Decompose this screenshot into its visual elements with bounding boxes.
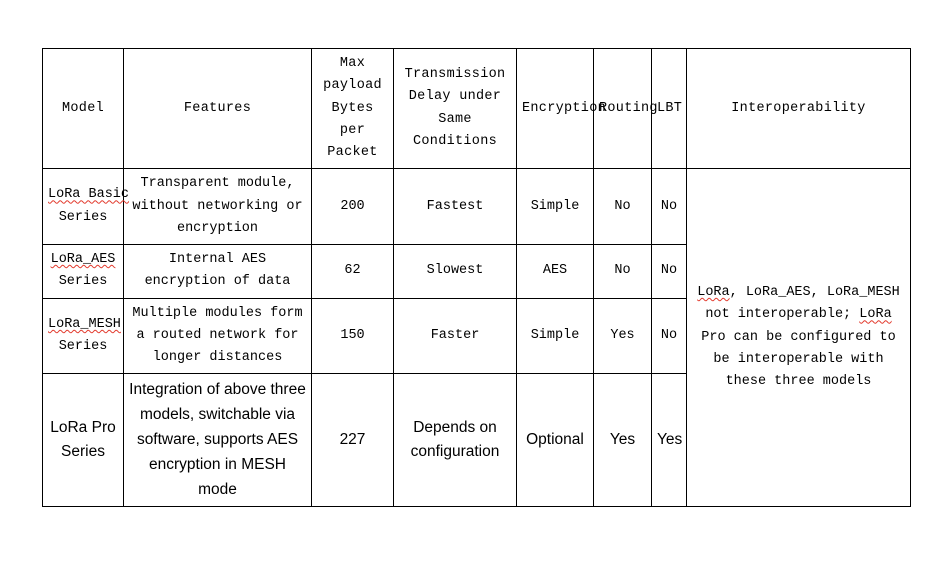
column-header-interoperability (687, 49, 911, 169)
model-series: Series (58, 274, 108, 290)
model-series: Series (58, 339, 108, 355)
column-header-delay-line-2: Delay under Same (408, 89, 502, 127)
cell-encryption: Simple (517, 169, 594, 245)
cell-routing: No (594, 169, 652, 245)
table-body (43, 169, 911, 507)
interop-term-lora-mesh: LoRa_MESH (826, 285, 900, 301)
model-name: LoRa_AES (50, 252, 116, 268)
column-header-encryption-line: Encryption (522, 100, 607, 116)
interop-term-lora-pro: LoRa (859, 307, 892, 323)
cell-transmission-delay: Depends on configuration (394, 374, 517, 507)
cell-model (43, 245, 124, 299)
column-header-interoperability-line: Interoperability (731, 100, 866, 116)
cell-encryption: Optional (517, 374, 594, 507)
column-header-transmission-delay (394, 49, 517, 169)
cell-features: Internal AES encryption of data (124, 245, 312, 299)
column-header-delay-line-1: Transmission (404, 67, 506, 83)
cell-transmission-delay: Faster (394, 298, 517, 374)
column-header-routing-line: Routing (599, 100, 658, 116)
cell-routing: Yes (594, 374, 652, 507)
column-header-model-line: Model (61, 100, 104, 116)
interop-term-lora: LoRa (697, 285, 730, 301)
table-row (43, 169, 911, 245)
column-header-lbt-line: LBT (657, 100, 683, 116)
cell-features: Integration of above three models, switchable via software, supports AES encryption in MESH mode (124, 374, 312, 507)
column-header-payload-line-3: Bytes per (331, 100, 374, 138)
cell-routing: No (594, 245, 652, 299)
column-header-features-line: Features (183, 100, 252, 116)
cell-routing: Yes (594, 298, 652, 374)
column-header-payload-line-1: Max (339, 56, 366, 71)
model-name: LoRa Basic (48, 187, 130, 203)
cell-transmission-delay: Fastest (394, 169, 517, 245)
cell-lbt: No (652, 169, 687, 245)
cell-features: Multiple modules form a routed network for longer distances (124, 298, 312, 374)
column-header-encryption (517, 49, 607, 169)
interop-term-lora-aes: LoRa_AES (745, 285, 811, 301)
model-series: Series (58, 209, 108, 225)
table-header-row (43, 49, 911, 169)
cell-transmission-delay: Slowest (394, 245, 517, 299)
cell-encryption: AES (517, 245, 594, 299)
column-header-routing (594, 49, 658, 169)
column-header-max-payload (312, 49, 394, 169)
column-header-model (43, 49, 124, 169)
cell-model (43, 169, 130, 245)
model-series: Series (61, 443, 105, 461)
cell-model (43, 298, 124, 374)
cell-lbt: No (652, 245, 687, 299)
column-header-delay-line-3: Conditions (412, 133, 497, 149)
cell-lbt: No (652, 298, 687, 374)
column-header-features (124, 49, 312, 169)
model-name: LoRa_MESH (48, 316, 121, 332)
cell-max-payload: 150 (312, 298, 394, 374)
cell-encryption: Simple (517, 298, 594, 374)
model-name: LoRa Pro (50, 418, 116, 436)
cell-lbt: Yes (652, 374, 687, 507)
column-header-lbt (652, 49, 687, 169)
cell-features: Transparent module, without networking or encryption (124, 169, 312, 245)
module-comparison-table (42, 48, 911, 507)
column-header-payload-line-2: payload (323, 78, 382, 94)
cell-model (43, 374, 124, 507)
cell-max-payload: 200 (312, 169, 394, 245)
cell-max-payload: 62 (312, 245, 394, 299)
column-header-payload-line-4: Packet (327, 145, 378, 161)
cell-max-payload: 227 (312, 374, 394, 507)
cell-interoperability: LoRa, LoRa_AES, LoRa_MESH not interoperable; LoRa Pro can be configured to be interoperable with these three models (687, 169, 911, 507)
table-header (43, 49, 911, 169)
